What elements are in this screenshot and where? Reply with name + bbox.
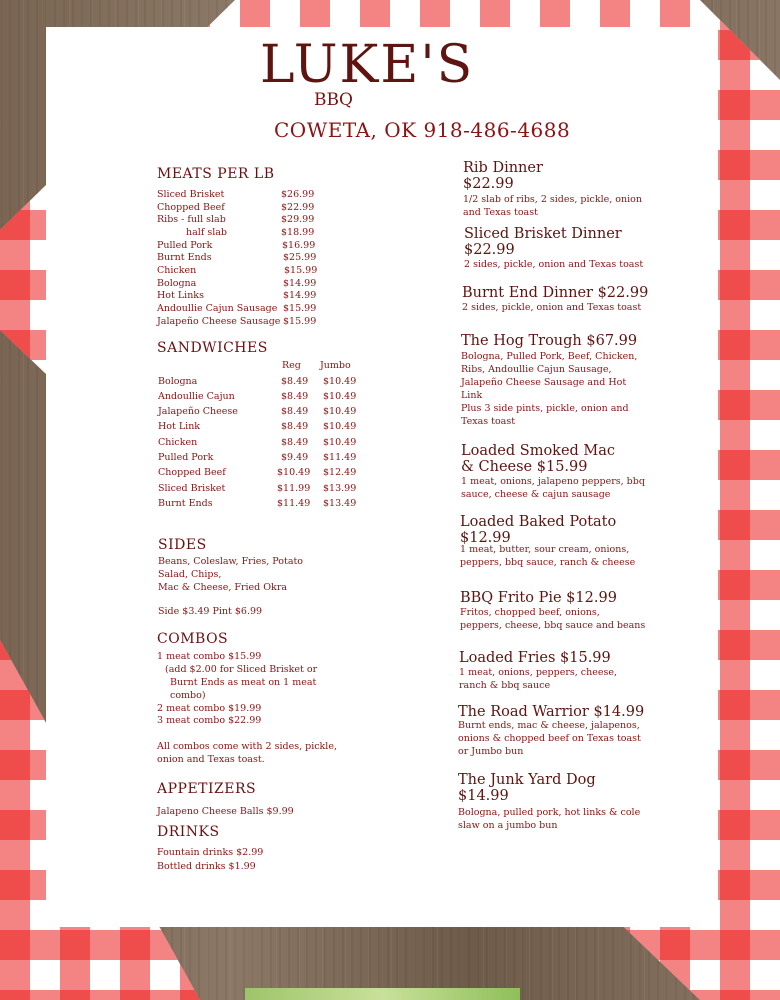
combo-line: Burnt Ends as meat on 1 meat bbox=[170, 677, 317, 688]
sides-heading: SIDES bbox=[158, 537, 207, 553]
special-description: Jalapeño Cheese Sausage and Hot bbox=[461, 377, 627, 388]
appetizers-heading: APPETIZERS bbox=[157, 781, 257, 797]
sandwich-col-jumbo: Jumbo bbox=[320, 360, 351, 371]
special-description: Ribs, Andoullie Cajun Sausage, bbox=[461, 364, 612, 375]
sandwich-item-jumbo: $12.49 bbox=[323, 467, 357, 478]
sandwich-item-jumbo: $13.49 bbox=[323, 498, 357, 509]
special-title: $22.99 bbox=[463, 176, 514, 192]
meat-item-name: Bologna bbox=[157, 278, 197, 289]
sandwich-item-name: Jalapeño Cheese bbox=[158, 406, 238, 417]
meat-item-price: $18.99 bbox=[281, 227, 315, 238]
special-title: $22.99 bbox=[464, 242, 515, 258]
special-title: Loaded Smoked Mac bbox=[461, 443, 616, 459]
sandwich-item-jumbo: $10.49 bbox=[323, 421, 357, 432]
meat-item-name: Chopped Beef bbox=[157, 202, 225, 213]
meat-item-price: $26.99 bbox=[281, 189, 315, 200]
special-description: Plus 3 side pints, pickle, onion and bbox=[461, 403, 629, 414]
special-title: The Hog Trough $67.99 bbox=[461, 333, 638, 349]
meat-item-price: $22.99 bbox=[281, 202, 315, 213]
sides-price: Side $3.49 Pint $6.99 bbox=[158, 606, 263, 617]
combos-heading: COMBOS bbox=[157, 631, 229, 647]
special-description: peppers, cheese, bbq sauce and beans bbox=[460, 620, 646, 631]
sandwich-item-reg: $11.49 bbox=[277, 498, 311, 509]
meat-item-price: $14.99 bbox=[283, 278, 317, 289]
drink-item: Fountain drinks $2.99 bbox=[157, 847, 264, 858]
combo-line: 1 meat combo $15.99 bbox=[157, 651, 262, 662]
meat-item-price: $29.99 bbox=[281, 214, 315, 225]
meats-heading: MEATS PER LB bbox=[157, 166, 275, 182]
combo-note-1: All combos come with 2 sides, pickle, bbox=[157, 741, 337, 752]
special-description: Burnt ends, mac & cheese, jalapenos, bbox=[458, 720, 640, 731]
bottom-edge-strip bbox=[245, 988, 520, 1000]
appetizer-item: Jalapeno Cheese Balls $9.99 bbox=[157, 806, 294, 817]
special-description: 2 sides, pickle, onion and Texas toast bbox=[464, 259, 644, 270]
sandwich-item-reg: $8.49 bbox=[281, 421, 309, 432]
sandwich-item-reg: $8.49 bbox=[281, 406, 309, 417]
meat-item-name: half slab bbox=[186, 227, 228, 238]
meat-item-name: Sliced Brisket bbox=[157, 189, 225, 200]
combo-line: 2 meat combo $19.99 bbox=[157, 703, 262, 714]
special-title: & Cheese $15.99 bbox=[461, 458, 588, 475]
special-description: and Texas toast bbox=[463, 207, 538, 218]
sandwich-item-jumbo: $13.99 bbox=[323, 483, 357, 494]
combo-line: 3 meat combo $22.99 bbox=[157, 715, 262, 726]
sandwich-item-name: Andoullie Cajun bbox=[158, 391, 235, 402]
special-description: or Jumbo bun bbox=[458, 746, 524, 757]
meat-item-name: Pulled Pork bbox=[157, 240, 213, 251]
sandwich-item-reg: $9.49 bbox=[281, 452, 309, 463]
sandwiches-heading: SANDWICHES bbox=[157, 340, 268, 356]
sandwich-col-reg: Reg bbox=[282, 360, 301, 371]
special-description: 1 meat, onions, jalapeno peppers, bbq bbox=[461, 476, 645, 487]
sandwich-item-name: Bologna bbox=[158, 376, 198, 387]
restaurant-name: LUKE'S bbox=[260, 35, 475, 95]
sandwich-item-reg: $8.49 bbox=[281, 391, 309, 402]
special-description: peppers, bbq sauce, ranch & cheese bbox=[460, 557, 636, 568]
special-title: Sliced Brisket Dinner bbox=[464, 226, 622, 242]
sandwich-item-jumbo: $10.49 bbox=[323, 376, 357, 387]
sides-line-3: Mac & Cheese, Fried Okra bbox=[158, 582, 288, 593]
meat-item-name: Jalapeño Cheese Sausage bbox=[157, 316, 281, 327]
sandwich-item-reg: $8.49 bbox=[281, 437, 309, 448]
special-description: onions & chopped beef on Texas toast bbox=[458, 733, 641, 744]
special-description: 2 sides, pickle, onion and Texas toast bbox=[462, 302, 642, 313]
sandwich-item-reg: $11.99 bbox=[277, 483, 311, 494]
meat-item-price: $15.99 bbox=[283, 303, 317, 314]
special-description: Texas toast bbox=[461, 416, 516, 427]
special-description: Link bbox=[461, 390, 483, 401]
sandwich-item-jumbo: $10.49 bbox=[323, 391, 357, 402]
sides-line-1: Beans, Coleslaw, Fries, Potato bbox=[158, 556, 304, 567]
sandwich-item-name: Burnt Ends bbox=[158, 498, 213, 509]
special-description: 1/2 slab of ribs, 2 sides, pickle, onion bbox=[463, 194, 643, 205]
sandwich-item-name: Chopped Beef bbox=[158, 467, 226, 478]
special-title: BBQ Frito Pie $12.99 bbox=[460, 590, 617, 606]
sandwich-item-reg: $8.49 bbox=[281, 376, 309, 387]
special-title: Rib Dinner bbox=[463, 160, 543, 176]
special-title: The Junk Yard Dog bbox=[458, 772, 596, 788]
drinks-heading: DRINKS bbox=[157, 824, 220, 840]
restaurant-subtitle: BBQ bbox=[314, 90, 353, 110]
special-title: Loaded Fries $15.99 bbox=[459, 650, 611, 666]
menu-paper bbox=[46, 27, 718, 927]
combo-note-2: onion and Texas toast. bbox=[157, 754, 265, 765]
meat-item-price: $14.99 bbox=[283, 290, 317, 301]
special-title: The Road Warrior $14.99 bbox=[458, 704, 645, 720]
special-description: slaw on a jumbo bun bbox=[458, 820, 558, 831]
meat-item-price: $25.99 bbox=[283, 252, 317, 263]
special-description: 1 meat, onions, peppers, cheese, bbox=[459, 667, 617, 678]
special-description: ranch & bbq sauce bbox=[459, 680, 551, 691]
sandwich-item-jumbo: $11.49 bbox=[323, 452, 357, 463]
restaurant-location: COWETA, OK 918-486-4688 bbox=[274, 118, 571, 142]
special-title: $14.99 bbox=[458, 788, 509, 804]
sandwich-item-name: Chicken bbox=[158, 437, 198, 448]
special-description: Bologna, pulled pork, hot links & cole bbox=[458, 807, 641, 818]
special-description: 1 meat, butter, sour cream, onions, bbox=[460, 544, 630, 555]
special-title: $12.99 bbox=[460, 529, 511, 546]
special-description: Bologna, Pulled Pork, Beef, Chicken, bbox=[461, 351, 638, 362]
special-title: Loaded Baked Potato bbox=[460, 514, 617, 530]
meat-item-name: Andoullie Cajun Sausage bbox=[157, 303, 278, 314]
meat-item-name: Burnt Ends bbox=[157, 252, 212, 263]
meat-item-name: Chicken bbox=[157, 265, 197, 276]
drink-item: Bottled drinks $1.99 bbox=[157, 861, 256, 872]
special-description: sauce, cheese & cajun sausage bbox=[461, 489, 611, 500]
sandwich-item-jumbo: $10.49 bbox=[323, 437, 357, 448]
special-description: Fritos, chopped beef, onions, bbox=[460, 607, 600, 618]
sides-line-2: Salad, Chips, bbox=[158, 569, 222, 580]
sandwich-item-reg: $10.49 bbox=[277, 467, 311, 478]
meat-item-price: $16.99 bbox=[282, 240, 316, 251]
sandwich-item-jumbo: $10.49 bbox=[323, 406, 357, 417]
sandwich-item-name: Pulled Pork bbox=[158, 452, 214, 463]
meat-item-name: Ribs - full slab bbox=[157, 214, 226, 225]
meat-item-name: Hot Links bbox=[157, 290, 204, 301]
special-title: Burnt End Dinner $22.99 bbox=[462, 285, 649, 301]
sandwich-item-name: Hot Link bbox=[158, 421, 201, 432]
meat-item-price: $15.99 bbox=[283, 316, 317, 327]
combo-line: (add $2.00 for Sliced Brisket or bbox=[165, 664, 318, 675]
meat-item-price: $15.99 bbox=[284, 265, 318, 276]
combo-line: combo) bbox=[170, 690, 206, 701]
sandwich-item-name: Sliced Brisket bbox=[158, 483, 226, 494]
